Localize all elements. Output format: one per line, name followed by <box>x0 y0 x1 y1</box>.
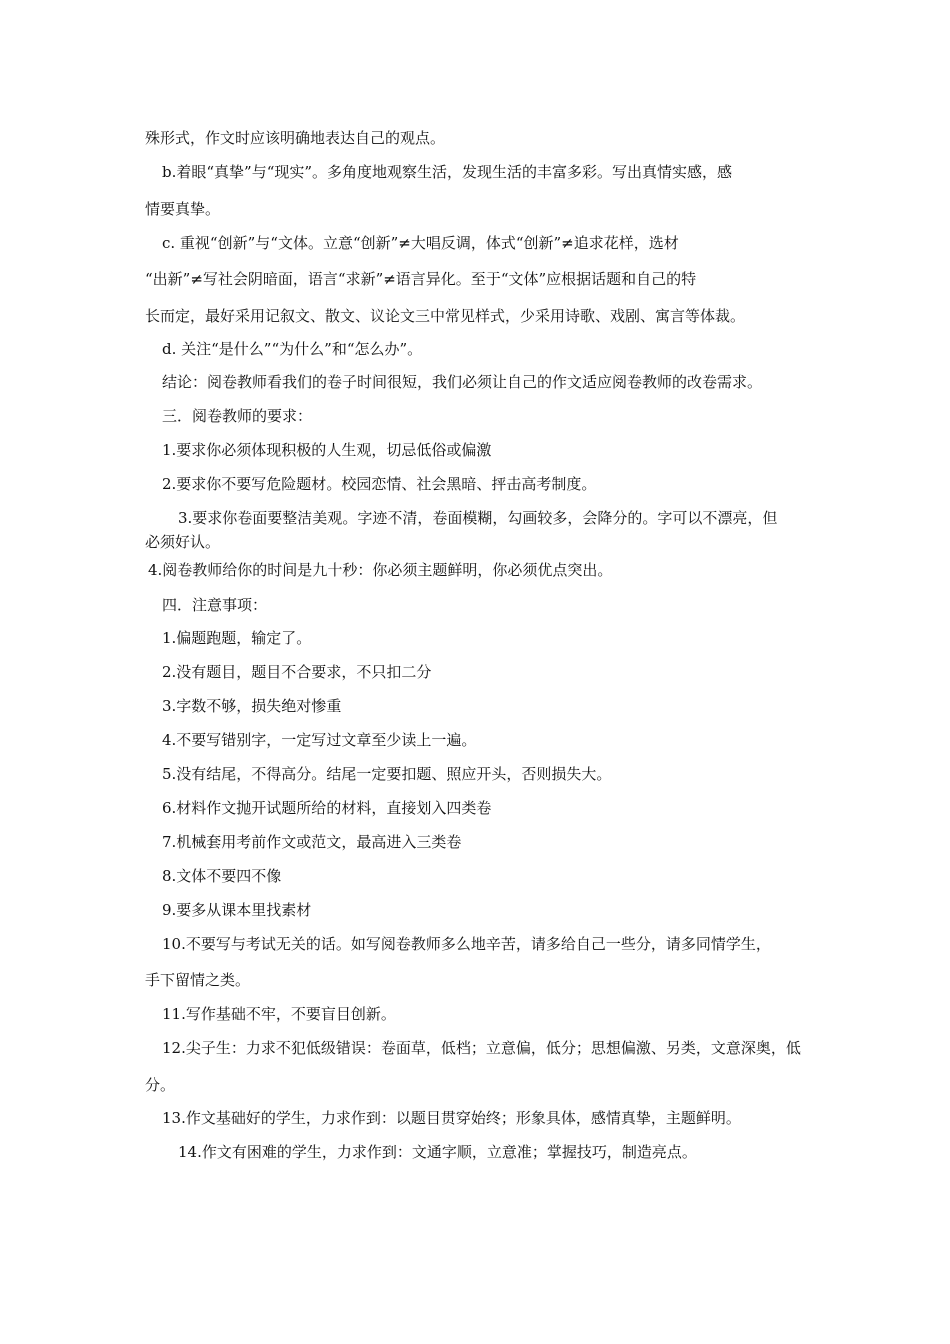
text-line-23: 8.文体不要四不像 <box>162 867 282 885</box>
text-line-3: 情要真挚。 <box>145 200 221 218</box>
text-line-26: 手下留情之类。 <box>145 971 251 989</box>
text-line-29: 分。 <box>145 1076 176 1094</box>
text-line-8: 结论：阅卷教师看我们的卷子时间很短，我们必须让自己的作文适应阅卷教师的改卷需求。 <box>162 373 763 391</box>
text-line-12: 3.要求你卷面要整洁美观。字迹不清，卷面模糊，勾画较多，会降分的。字可以不漂亮，但 <box>178 509 778 527</box>
text-line-7: d. 关注“是什么”“为什么”和“怎么办”。 <box>162 340 423 358</box>
text-line-1: 殊形式，作文时应该明确地表达自己的观点。 <box>145 129 446 147</box>
text-line-25: 10.不要写与考试无关的话。如写阅卷教师多么地辛苦，请多给自己一些分，请多同情学生， <box>162 935 771 953</box>
text-line-2: b.着眼“真挚”与“现实”。多角度地观察生活，发现生活的丰富多彩。写出真情实感，感 <box>162 163 733 181</box>
text-line-30: 13.作文基础好的学生，力求作到：以题目贯穿始终；形象具体，感情真挚，主题鲜明。 <box>162 1109 741 1127</box>
text-line-20: 5.没有结尾，不得高分。结尾一定要扣题、照应开头，否则损失大。 <box>162 765 612 783</box>
text-line-14: 4.阅卷教师给你的时间是九十秒：你必须主题鲜明，你必须优点突出。 <box>148 561 613 579</box>
text-line-21: 6.材料作文抛开试题所给的材料，直接划入四类卷 <box>162 799 492 817</box>
text-line-19: 4.不要写错别字，一定写过文章至少读上一遍。 <box>162 731 477 749</box>
text-line-18: 3.字数不够，损失绝对惨重 <box>162 697 342 715</box>
text-line-27: 11.写作基础不牢，不要盲目创新。 <box>162 1005 396 1023</box>
text-line-4: c. 重视“创新”与“文体。立意“创新”≠大唱反调，体式“创新”≠追求花样，选材 <box>162 234 679 252</box>
text-line-10: 1.要求你必须体现积极的人生观，切忌低俗或偏激 <box>162 441 492 459</box>
text-line-24: 9.要多从课本里找素材 <box>162 901 312 919</box>
text-line-5: “出新”≠写社会阴暗面，语言“求新”≠语言异化。至于“文体”应根据话题和自己的特 <box>145 270 697 288</box>
text-line-31: 14.作文有困难的学生，力求作到：文通字顺，立意准；掌握技巧，制造亮点。 <box>178 1143 697 1161</box>
text-line-17: 2.没有题目，题目不合要求，不只扣二分 <box>162 663 432 681</box>
text-line-16: 1.偏题跑题，输定了。 <box>162 629 312 647</box>
text-line-6: 长而定，最好采用记叙文、散文、议论文三中常见样式，少采用诗歌、戏剧、寓言等体裁。 <box>145 307 746 325</box>
text-line-11: 2.要求你不要写危险题材。校园恋情、社会黑暗、抨击高考制度。 <box>162 475 597 493</box>
section-heading-4: 四．注意事项： <box>162 596 268 614</box>
text-line-13: 必须好认。 <box>145 533 221 551</box>
section-heading-3: 三．阅卷教师的要求： <box>162 407 313 425</box>
text-line-22: 7.机械套用考前作文或范文，最高进入三类卷 <box>162 833 462 851</box>
text-line-28: 12.尖子生：力求不犯低级错误：卷面草，低档；立意偏，低分；思想偏激、另类，文意深奥，低 <box>162 1039 801 1057</box>
